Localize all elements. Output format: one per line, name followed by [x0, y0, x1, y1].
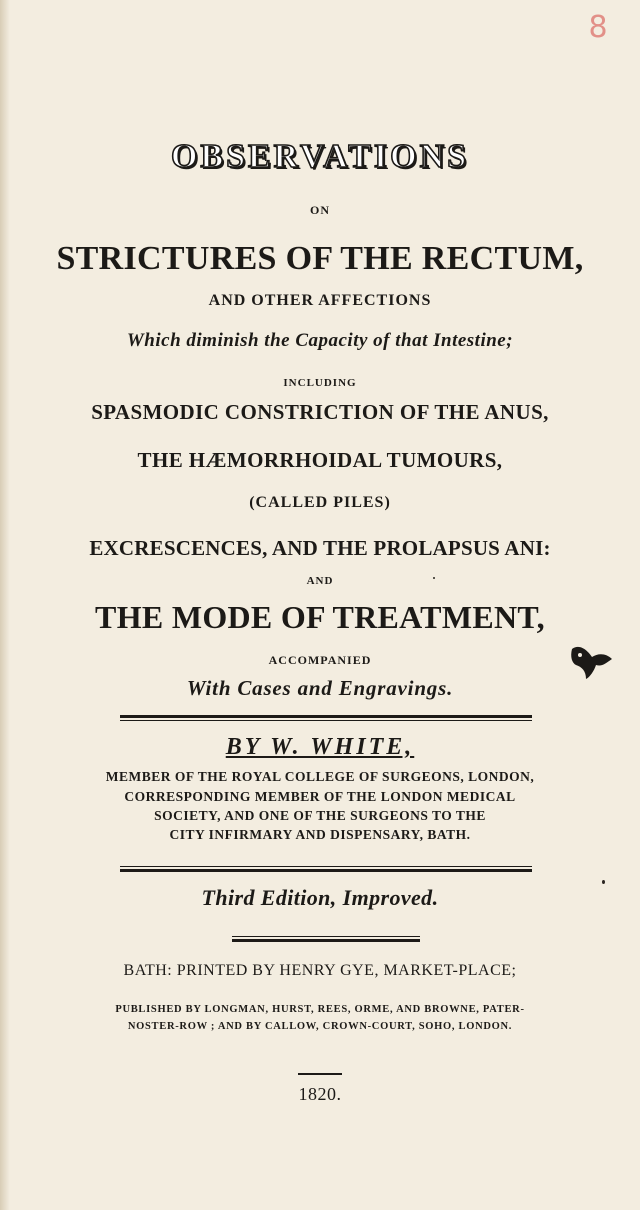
- ink-speck: [602, 880, 605, 884]
- on-line: ON: [310, 203, 330, 217]
- divider-rule-middle-thick: [120, 869, 532, 872]
- divider-rule-middle: [120, 866, 532, 867]
- edition-line: Third Edition, Improved.: [201, 885, 439, 910]
- author-line: BY W. WHITE,: [225, 734, 415, 760]
- treatment-title: THE MODE OF TREATMENT,: [95, 599, 545, 635]
- main-title: OBSERVATIONS: [170, 138, 470, 175]
- credentials-line-2: CORRESPONDING MEMBER OF THE LONDON MEDICAL: [124, 789, 516, 804]
- pencil-page-number: 8: [588, 10, 608, 45]
- credentials-line-3: SOCIETY, AND ONE OF THE SURGEONS TO THE: [154, 808, 486, 823]
- publisher-line-1: PUBLISHED BY LONGMAN, HURST, REES, ORME, AND BROWNE, PATER-: [115, 1004, 525, 1015]
- credentials-line-1: MEMBER OF THE ROYAL COLLEGE OF SURGEONS, LONDON,: [105, 769, 535, 784]
- topic-excrescences: EXCRESCENCES, AND THE PROLAPSUS ANI:: [89, 536, 551, 560]
- and-other-affections: AND OTHER AFFECTIONS: [208, 292, 432, 309]
- divider-rule-top: [120, 715, 532, 718]
- topic-haemorrhoidal: THE HÆMORRHOIDAL TUMOURS,: [137, 448, 503, 472]
- divider-rule-lower-thick: [232, 939, 420, 942]
- accompanied-line: ACCOMPANIED: [268, 653, 372, 667]
- which-diminish-line: Which diminish the Capacity of that Intestine;: [126, 330, 514, 351]
- publisher-line-2: NOSTER-ROW ; AND BY CALLOW, CROWN-COURT, SOHO, LONDON.: [127, 1021, 513, 1032]
- printers-ornament-icon: [566, 641, 616, 681]
- year-rule: [298, 1073, 342, 1075]
- credentials-line-4: CITY INFIRMARY AND DISPENSARY, BATH.: [169, 827, 471, 842]
- divider-rule-top-thin: [120, 720, 532, 721]
- including-line: INCLUDING: [283, 377, 357, 389]
- publication-year: 1820.: [298, 1084, 342, 1104]
- topic-spasmodic: SPASMODIC CONSTRICTION OF THE ANUS,: [91, 400, 549, 424]
- printer-line: BATH: PRINTED BY HENRY GYE, MARKET-PLACE;: [123, 962, 517, 979]
- topic-piles: (CALLED PILES): [249, 494, 391, 511]
- divider-rule-lower: [232, 936, 420, 937]
- and-line: AND: [306, 575, 334, 587]
- subject-title: STRICTURES OF THE RECTUM,: [56, 240, 584, 277]
- ink-speck: [433, 577, 435, 579]
- cases-engravings-line: With Cases and Engravings.: [186, 676, 454, 700]
